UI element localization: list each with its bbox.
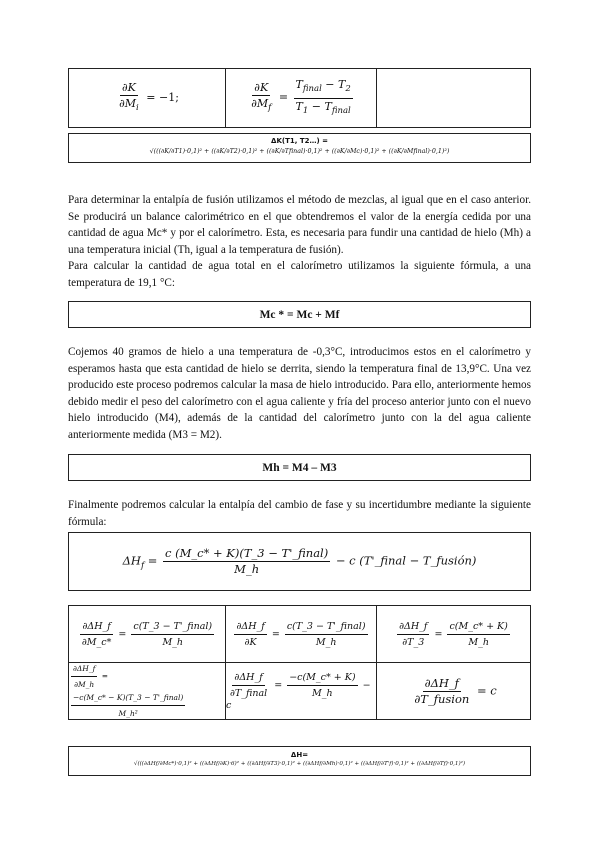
formula-dK-dMf: $\frac{\partial K}{\partial M_f}$ = $\frac{T_{final} - T_2}{T_1 - T_{final}}$ bbox=[251, 78, 351, 116]
enthalpy-formula: $\Delta H_f$ = $\frac{\text{c (M\_c* + K)(T\_3 − T'\_final)}}{M\_h}$ − c (T'_final − T_fusión) bbox=[122, 546, 477, 576]
derivative-dK: $\frac{\partial\Delta H\_f}{\partial K}$ = $\frac{\text{c(T\_3 − T'\_final)}}{M\_h}$ bbox=[225, 605, 377, 663]
formula-mh: Mh = M4 – M3 bbox=[262, 461, 337, 474]
table1-cell-3 bbox=[376, 68, 531, 128]
uncertainty-K-expression: √(((∂K/∂T1)·0,1)² + ((∂K/∂T2)·0,1)² + ((∂K/∂Tfinal)·0,1)² + ((∂K/∂Mc)·0,1)² + ((∂K/∂Mfinal)·0,1)²) bbox=[149, 148, 450, 155]
table1-cell-1 bbox=[68, 68, 226, 128]
formula-mc-star: Mc * = Mc + Mf bbox=[259, 308, 340, 321]
paragraph-method-text: Para determinar la entalpía de fusión utilizamos el método de mezclas, al igual que en el caso anterior. Se producirá un balance calorimétrico en el que obtendremos el valor de la energía cedida por una cantidad de agua Mc* y por el calorímetro. Esta, es necesaria para fundir una cantidad de hielo (Mh) a una temperatura inicial (Th, igual a la temperatura de fusión). bbox=[68, 194, 531, 256]
paragraph-enthalpy-text: Finalmente podremos calcular la entalpía del cambio de fase y su incertidumbre mediante la siguiente fórmula: bbox=[68, 499, 531, 528]
table1-cell-2 bbox=[225, 68, 377, 128]
formula-mh-box bbox=[68, 454, 531, 481]
derivative-dTfinal: $\frac{\partial\Delta H\_f}{\text{∂T\_final}}$ = $\frac{-c(M\_c* + K)}{M\_h}$ − c bbox=[225, 662, 377, 720]
uncertainty-H-title: ΔH= bbox=[290, 751, 309, 759]
paragraph-ice-experiment bbox=[68, 344, 531, 444]
enthalpy-formula-box bbox=[68, 532, 531, 591]
uncertainty-K-title: ΔK(T1, T2…) = bbox=[271, 137, 328, 145]
formula-dK-dMi: $\frac{\partial K}{\partial M_i}$ = −1; bbox=[119, 80, 179, 114]
paragraph-enthalpy bbox=[68, 497, 531, 530]
uncertainty-H-expression: √(((∂ΔHf/∂Mc*)·0,1)² + ((∂ΔHf/∂K)·6)² + ((∂ΔHf/∂T3)·0,1)² + ((∂ΔHf/∂Mh)·0,1)² + ((∂ΔHf/∂T'f)·0,1)² + ((∂ΔHf/∂Tf)·0,1)²) bbox=[133, 761, 466, 767]
derivative-dMh: $\frac{\partial\Delta H\_f}{\partial M\_h}$ = $\frac{\text{−c(M\_c* − K)(T\_3 − T'\_final)}}{\text{M\_h²}}$ bbox=[68, 662, 226, 720]
paragraph-ice-experiment-text: Cojemos 40 gramos de hielo a una temperatura de -0,3°C, introducimos estos en el calorímetro y esperamos hasta que esta cantidad de hielo se derrita, siendo la temperatura final de 13,9°C. Una vez producido este proceso podremos calcular la masa de hielo introducido. Para ello, anteriormente hemos debido medir el peso del calorímetro con el agua caliente y fría del proceso anterior junto con el nuevo hielo introducido (M4), además de la cantidad del calorímetro junto con la del agua caliente anteriormente medida (M3 = M2). bbox=[68, 346, 531, 441]
paragraph-formula-intro: Para calcular la cantidad de agua total en el calorímetro utilizamos la siguiente fórmula, a una temperatura de 19,1 °C: bbox=[68, 260, 531, 289]
derivative-dMc: $\frac{\partial\Delta H\_f}{\partial M\_c*}$ = $\frac{\text{c(T\_3 − T'\_final)}}{M\_h}$ bbox=[68, 605, 226, 663]
uncertainty-K-box bbox=[68, 133, 531, 163]
formula-mc-star-box bbox=[68, 301, 531, 328]
paragraph-method bbox=[68, 192, 531, 292]
uncertainty-H-box bbox=[68, 746, 531, 776]
derivative-dTfusion: $\frac{\partial\Delta H\_f}{\text{∂T\_fusion}}$ = c bbox=[376, 662, 531, 720]
derivative-dT3: $\frac{\partial\Delta H\_f}{\partial T\_3}$ = $\frac{c(M\_c* + K)}{M\_h}$ bbox=[376, 605, 531, 663]
